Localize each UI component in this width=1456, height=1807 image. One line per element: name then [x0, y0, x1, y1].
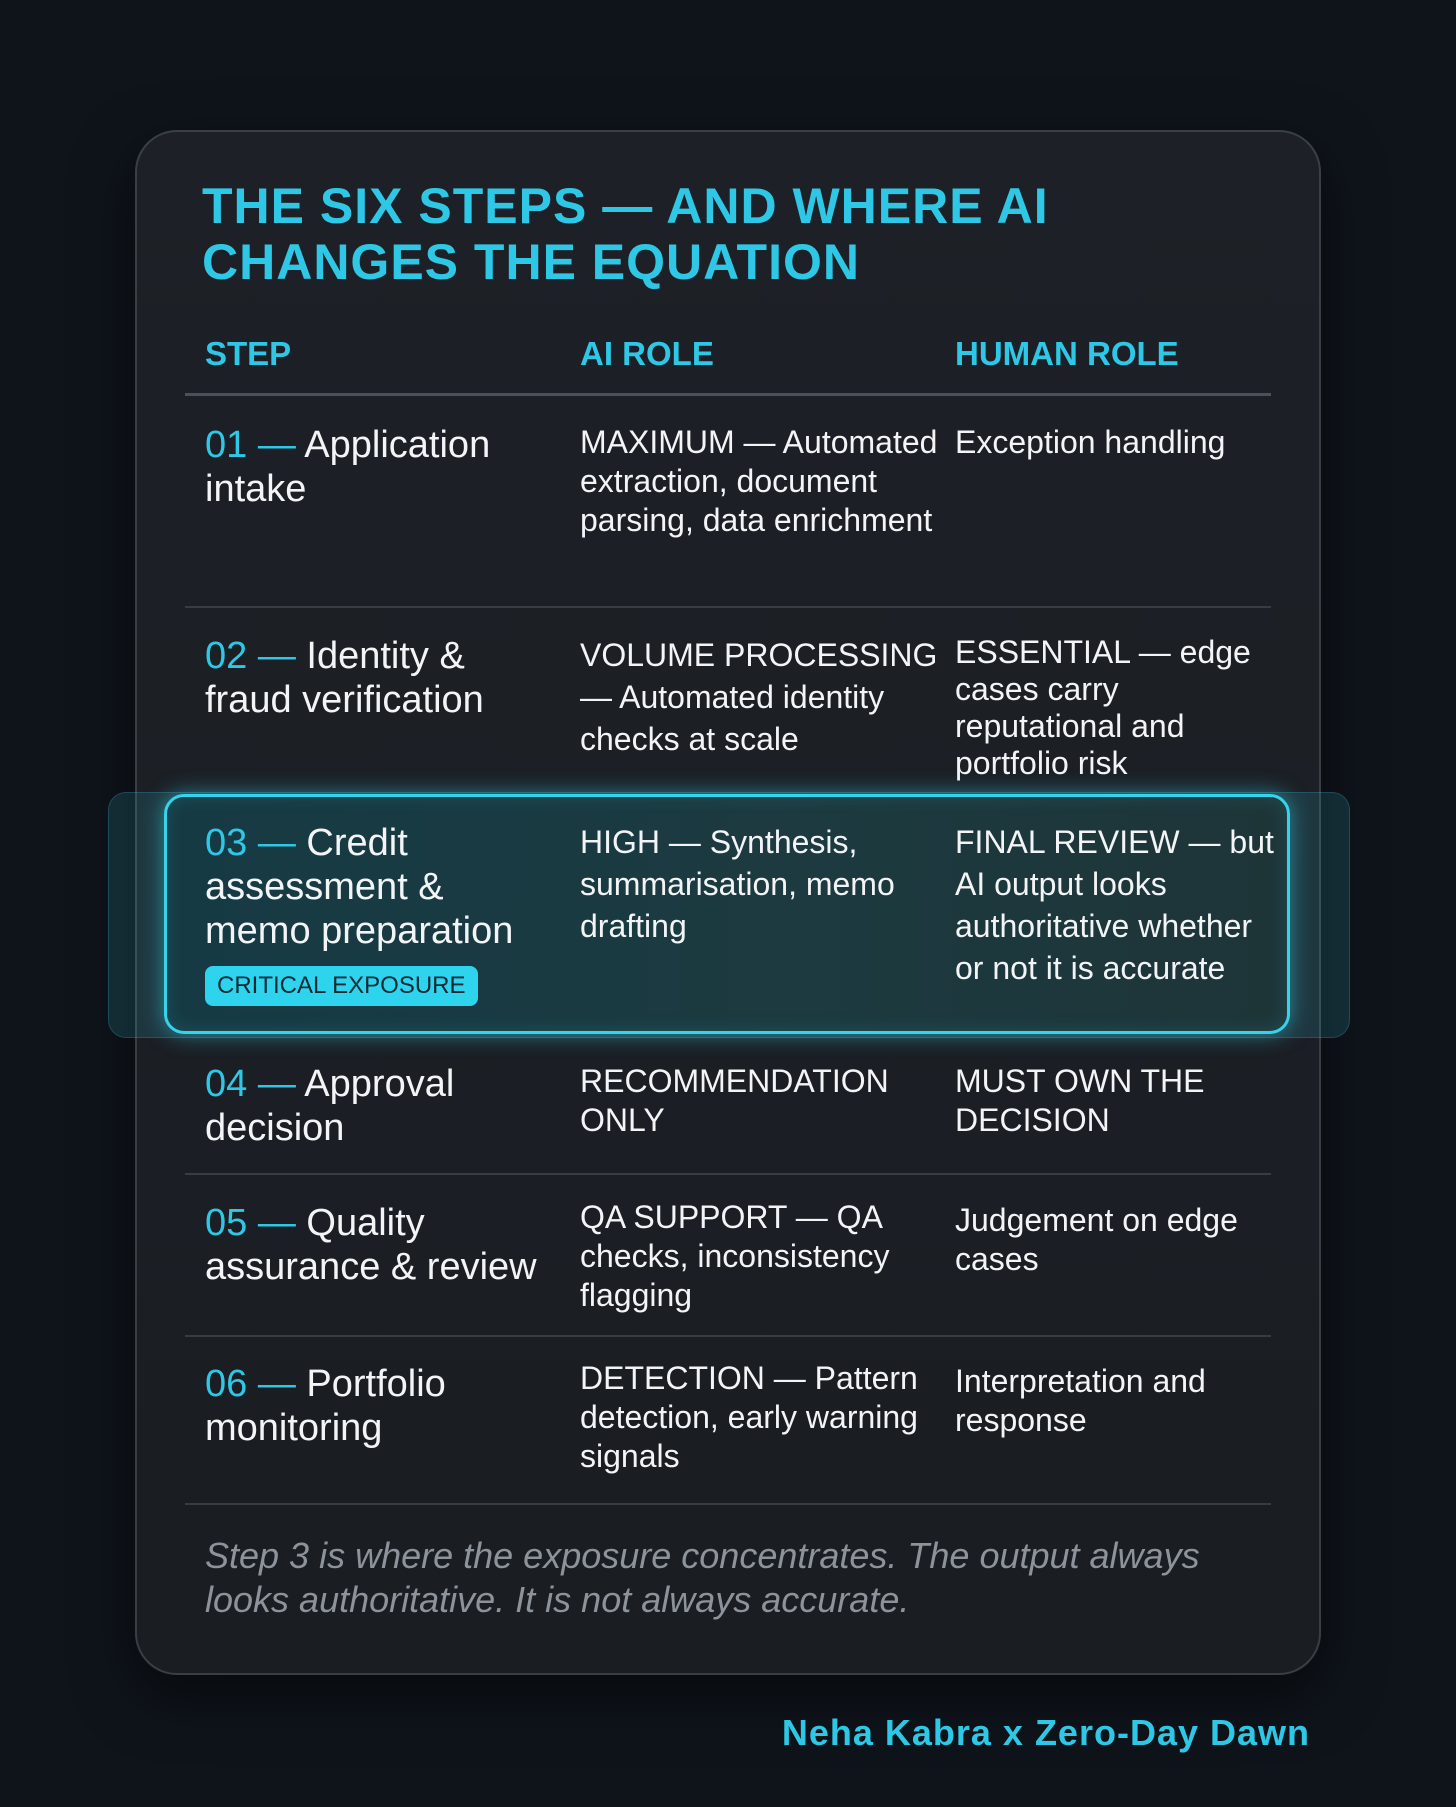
step-number: 03 — [205, 822, 296, 864]
ai-role-cell: RECOMMENDATION ONLY [580, 1063, 889, 1138]
row-divider [185, 1503, 1271, 1505]
step-number: 02 — [205, 635, 296, 677]
step-number: 04 — [205, 1063, 296, 1105]
page-title [202, 178, 1202, 290]
column-header-human-role: HUMAN ROLE [955, 335, 1179, 372]
title-line-2: CHANGES THE EQUATION [202, 234, 860, 290]
ai-role-cell: QA SUPPORT — QA checks, inconsistency flagging [580, 1199, 890, 1313]
step-label: Quality assurance & review [205, 1202, 537, 1288]
step-cell [205, 1201, 565, 1289]
title-line-1: THE SIX STEPS — AND WHERE AI [202, 178, 1049, 234]
ai-role-cell: DETECTION — Pattern detection, early warning signals [580, 1360, 918, 1474]
step-label: Identity & fraud verification [205, 635, 484, 721]
step-number: 01 — [205, 424, 296, 466]
step-number: 06 — [205, 1363, 296, 1405]
human-role-cell: Judgement on edge cases [955, 1202, 1238, 1277]
human-role-cell: ESSENTIAL — edge cases carry reputational and portfolio risk [955, 634, 1251, 781]
step-cell [205, 423, 545, 511]
human-role-cell: FINAL REVIEW — but AI output looks authoritative whether or not it is accurate [955, 824, 1274, 986]
step-cell [205, 1062, 545, 1150]
ai-role-cell: MAXIMUM — Automated extraction, document parsing, data enrichment [580, 424, 938, 538]
brand-credit: Neha Kabra x Zero-Day Dawn [781, 1712, 1310, 1753]
human-role-cell: MUST OWN THE DECISION [955, 1063, 1205, 1138]
step-label: Portfolio monitoring [205, 1363, 446, 1449]
column-header-ai-role: AI ROLE [580, 335, 714, 372]
step-number: 05 — [205, 1202, 296, 1244]
step-cell [205, 821, 545, 953]
human-role-cell: Interpretation and response [955, 1363, 1206, 1438]
step-cell [205, 1362, 545, 1450]
row-divider [185, 606, 1271, 608]
column-header-step: STEP [205, 335, 292, 372]
header-divider [185, 393, 1271, 396]
step-label: Credit assessment & memo preparation [205, 822, 514, 952]
footnote: Step 3 is where the exposure concentrates. The output always looks authoritative. It is not always accurate. [205, 1535, 1200, 1620]
critical-exposure-badge: CRITICAL EXPOSURE [205, 966, 478, 1006]
row-divider [185, 1173, 1271, 1175]
ai-role-cell: VOLUME PROCESSING — Automated identity checks at scale [580, 637, 938, 757]
ai-role-cell: HIGH — Synthesis, summarisation, memo drafting [580, 824, 895, 944]
step-cell [205, 634, 545, 722]
human-role-cell: Exception handling [955, 424, 1226, 460]
step-label: Approval decision [205, 1063, 455, 1149]
step-label: Application intake [205, 424, 491, 510]
row-divider [185, 1335, 1271, 1337]
